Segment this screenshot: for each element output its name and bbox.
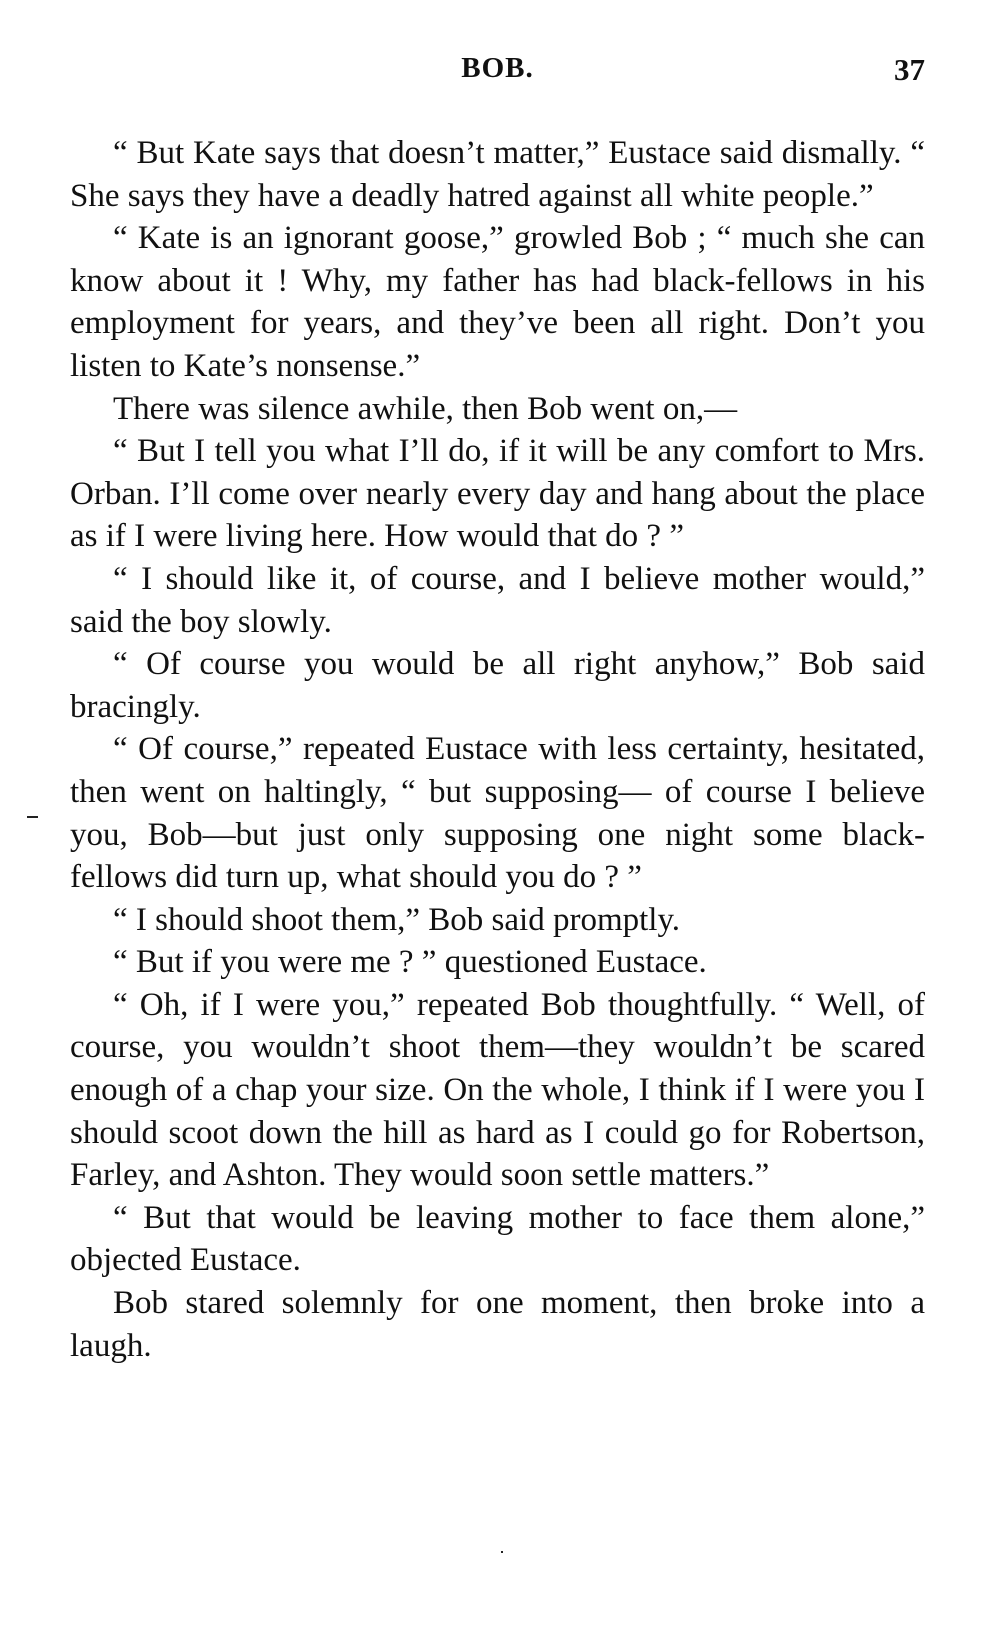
- page-number: 37: [894, 52, 925, 87]
- paragraph: “ Kate is an ignorant goose,” growled Bob ; “ much she can know about it ! Why, my father has had black-fellows in his employment for years, and they’ve been all right. Don’t you listen to Kate’s nonsense.”: [70, 220, 925, 384]
- paragraph: “ I should shoot them,” Bob said promptly.: [113, 901, 681, 938]
- print-speck: [501, 1551, 503, 1553]
- paragraph: “ I should like it, of course, and I believe mother would,” said the boy slowly.: [70, 560, 925, 640]
- paragraph: “ But if you were me ? ” questioned Eustace.: [113, 944, 707, 981]
- book-page: [70, 52, 925, 1367]
- margin-mark: [27, 816, 38, 818]
- paragraph: “ But that would be leaving mother to face them alone,” objected Eustace.: [70, 1199, 925, 1279]
- running-head: BOB.: [461, 52, 534, 84]
- body-text: [70, 132, 925, 1367]
- page-header: [70, 52, 925, 98]
- paragraph: “ Of course,” repeated Eustace with less certainty, hesitated, then went on haltingly, “ but supposing— of course I believe you, Bob—but just only supposing one night some black-fellows did turn up, what should you do ? ”: [70, 731, 925, 896]
- paragraph: “ But Kate says that doesn’t matter,” Eustace said dismally. “ She says they have a deadly hatred against all white people.”: [70, 135, 925, 214]
- paragraph: “ Oh, if I were you,” repeated Bob thoughtfully. “ Well, of course, you wouldn’t shoot them—they wouldn’t be scared enough of a chap your size. On the whole, I think if I were you I should scoot down the hill as hard as I could go for Robertson, Farley, and Ashton. They would soon settle matters.”: [70, 986, 925, 1194]
- paragraph: “ Of course you would be all right anyhow,” Bob said bracingly.: [70, 646, 925, 725]
- paragraph: There was silence awhile, then Bob went on,—: [113, 390, 738, 427]
- paragraph: “ But I tell you what I’ll do, if it will be any comfort to Mrs. Orban. I’ll come over nearly every day and hang about the place as if I were living here. How would that do ? ”: [70, 433, 925, 555]
- paragraph: Bob stared solemnly for one moment, then broke into a laugh.: [70, 1285, 925, 1364]
